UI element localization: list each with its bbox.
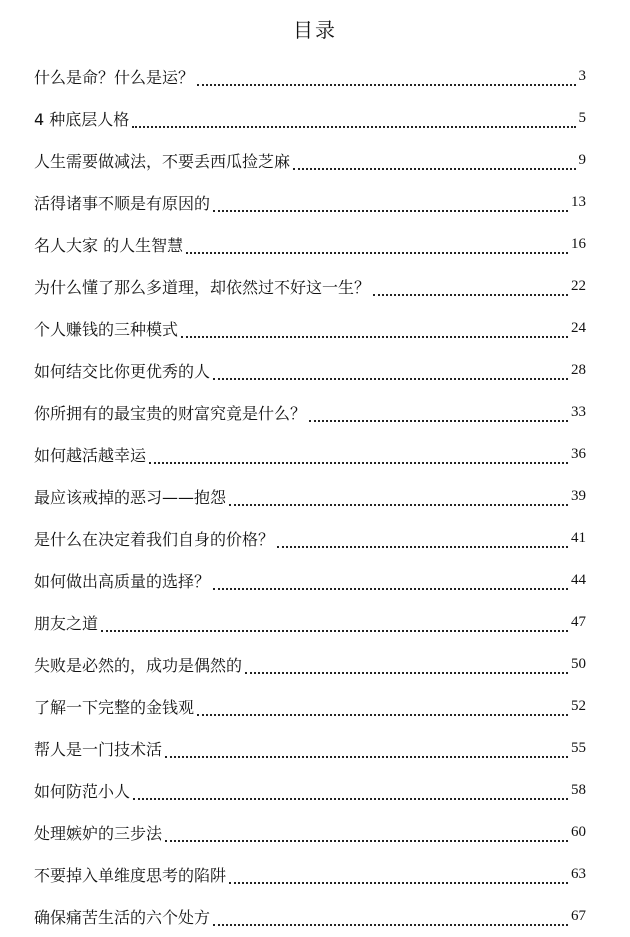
toc-entry-label: 不要掉入单维度思考的陷阱 [34, 865, 227, 885]
dot-leader [277, 532, 568, 548]
toc-entry-page: 58 [571, 781, 586, 798]
toc-entry[interactable] [34, 433, 586, 475]
toc-entry-label: 如何做出高质量的选择？ [34, 571, 211, 591]
dot-leader [229, 868, 568, 884]
toc-entry[interactable] [34, 643, 586, 685]
toc-entry[interactable] [34, 97, 586, 139]
toc-entry-label: 4 种底层人格 [34, 109, 130, 129]
toc-entry-page: 50 [571, 655, 586, 672]
toc-entry[interactable] [34, 475, 586, 517]
toc-entry[interactable] [34, 895, 586, 937]
dot-leader [165, 826, 568, 842]
dot-leader [132, 112, 575, 128]
toc-entry[interactable] [34, 601, 586, 643]
toc-entry-page: 44 [571, 571, 586, 588]
toc-entry-page: 13 [571, 193, 586, 210]
toc-entry-page: 28 [571, 361, 586, 378]
toc-entry[interactable] [34, 55, 586, 97]
toc-entry-label: 个人赚钱的三种模式 [34, 319, 179, 339]
dot-leader [213, 364, 568, 380]
toc-entry[interactable] [34, 685, 586, 727]
toc-entry-page: 55 [571, 739, 586, 756]
toc-entry[interactable] [34, 727, 586, 769]
toc-entry[interactable] [34, 181, 586, 223]
dot-leader [213, 574, 568, 590]
toc-entry-label: 最应该戒掉的恶习——抱怨 [34, 487, 227, 507]
dot-leader [245, 658, 568, 674]
toc-entry-label: 是什么在决定着我们自身的价格？ [34, 529, 275, 549]
toc-entry-label: 名人大家 的人生智慧 [34, 235, 184, 255]
toc-entry-label: 活得诸事不顺是有原因的 [34, 193, 211, 213]
toc-entry-label: 你所拥有的最宝贵的财富究竟是什么？ [34, 403, 307, 423]
toc-list [34, 55, 586, 937]
toc-entry[interactable] [34, 853, 586, 895]
dot-leader [181, 322, 568, 338]
toc-entry-label: 什么是命？什么是运？ [34, 67, 195, 87]
toc-entry-label: 失败是必然的，成功是偶然的 [34, 655, 243, 675]
toc-entry-page: 60 [571, 823, 586, 840]
dot-leader [373, 280, 568, 296]
toc-entry-page: 3 [578, 67, 586, 84]
toc-entry-label: 朋友之道 [34, 613, 99, 633]
toc-entry-page: 52 [571, 697, 586, 714]
dot-leader [101, 616, 568, 632]
toc-entry-page: 24 [571, 319, 586, 336]
toc-entry-label: 为什么懂了那么多道理，却依然过不好这一生？ [34, 277, 371, 297]
dot-leader [213, 910, 568, 926]
toc-entry-page: 9 [578, 151, 586, 168]
toc-entry-label: 帮人是一门技术活 [34, 739, 163, 759]
dot-leader [197, 70, 575, 86]
toc-entry[interactable] [34, 265, 586, 307]
toc-entry-page: 41 [571, 529, 586, 546]
toc-entry-page: 5 [578, 109, 586, 126]
toc-entry-label: 处理嫉妒的三步法 [34, 823, 163, 843]
toc-entry[interactable] [34, 811, 586, 853]
toc-entry[interactable] [34, 349, 586, 391]
toc-entry[interactable] [34, 391, 586, 433]
dot-leader [197, 700, 568, 716]
toc-entry-page: 36 [571, 445, 586, 462]
dot-leader [186, 238, 568, 254]
toc-entry-page: 63 [571, 865, 586, 882]
dot-leader [133, 784, 568, 800]
toc-entry-page: 47 [571, 613, 586, 630]
dot-leader [165, 742, 568, 758]
toc-entry-label: 如何结交比你更优秀的人 [34, 361, 211, 381]
toc-entry-page: 22 [571, 277, 586, 294]
toc-entry[interactable] [34, 517, 586, 559]
toc-entry[interactable] [34, 769, 586, 811]
toc-entry-page: 39 [571, 487, 586, 504]
toc-entry-label: 了解一下完整的金钱观 [34, 697, 195, 717]
dot-leader [149, 448, 568, 464]
dot-leader [213, 196, 568, 212]
toc-entry-page: 33 [571, 403, 586, 420]
toc-entry[interactable] [34, 223, 586, 265]
toc-entry[interactable] [34, 139, 586, 181]
toc-title: 目录 [293, 18, 337, 42]
toc-entry-label: 人生需要做减法，不要丢西瓜捡芝麻 [34, 151, 291, 171]
dot-leader [293, 154, 575, 170]
toc-entry-page: 16 [571, 235, 586, 252]
toc-entry-page: 67 [571, 907, 586, 924]
toc-entry-label: 如何越活越幸运 [34, 445, 147, 465]
toc-entry[interactable] [34, 307, 586, 349]
dot-leader [309, 406, 568, 422]
toc-entry-label: 确保痛苦生活的六个处方 [34, 907, 211, 927]
toc-entry-label: 如何防范小人 [34, 781, 131, 801]
toc-entry[interactable] [34, 559, 586, 601]
dot-leader [229, 490, 568, 506]
